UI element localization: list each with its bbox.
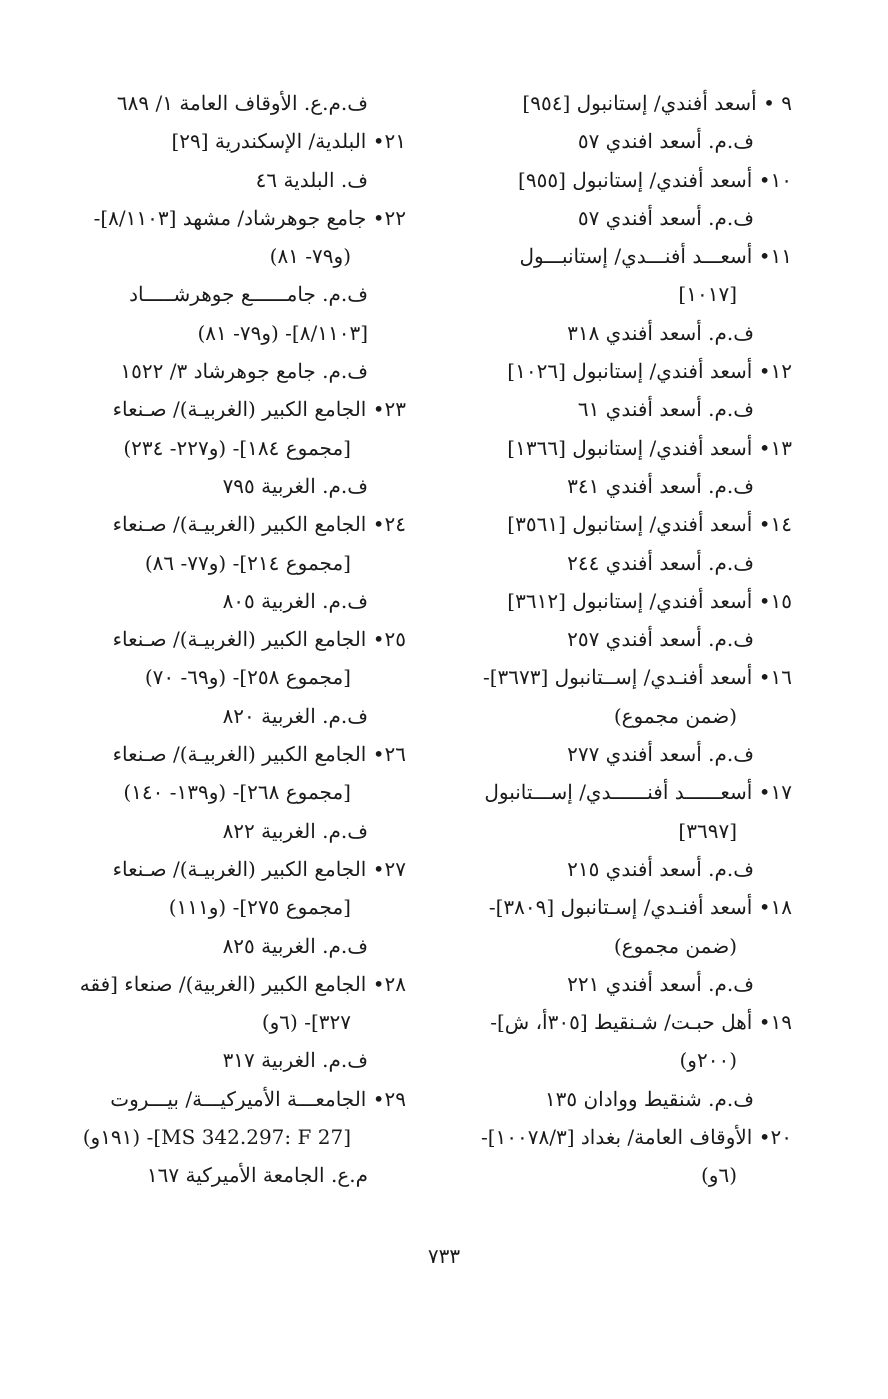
- entry-heading: ٢٨• الجامع الكبير (الغربية)/ صنعاء [فقه: [79, 971, 406, 996]
- catalog-entry: [70, 735, 406, 850]
- entry-continuation: [مجموع ٢٦٨]- (و١٣٩- ١٤٠): [123, 780, 351, 805]
- catalog-entry: [70, 850, 406, 965]
- entry-heading: ٢٠• الأوقاف العامة/ بغداد [١٠٠٧٨/٣]-: [480, 1125, 792, 1150]
- entry-heading: ١٨• أسعد أفنـدي/ إسـتانبول [٣٨٠٩]-: [488, 895, 792, 920]
- entry-heading: ١٦• أسعد أفنـدي/ إســتانبول [٣٦٧٣]-: [482, 665, 792, 690]
- entry-continuation: (ضمن مجموع): [613, 703, 737, 728]
- entry-reference: ف.م. جامــــــع جوهرشـــــاد: [129, 282, 368, 307]
- entry-heading: ١٧• أسعــــــد أفنــــــدي/ إســـتانبول: [484, 780, 792, 805]
- entry-continuation: [مجموع ١٨٤]- (و٢٢٧- ٢٣٤): [123, 435, 351, 460]
- right-column: [447, 84, 792, 1195]
- entry-heading: ٢٦• الجامع الكبير (الغربيـة)/ صـنعاء: [112, 742, 406, 767]
- entry-continuation: [مجموع ٢٥٨]- (و٦٩- ٧٠): [144, 665, 351, 690]
- entry-reference: م.ع. الجامعة الأميركية ١٦٧: [146, 1163, 368, 1188]
- entry-reference: ف.م. أسعد أفندي ٢٧٧: [567, 742, 754, 767]
- entry-heading: ١٤• أسعد أفندي/ إستانبول [٣٥٦١]: [507, 512, 792, 537]
- entry-reference-continuation: [٨/١١٠٣]- (و٧٩- ٨١): [197, 320, 368, 345]
- entry-reference: ف.م. شنقيط ووادان ١٣٥: [544, 1086, 754, 1111]
- entry-heading: ٩ • أسعد أفندي/ إستانبول [٩٥٤]: [522, 91, 792, 115]
- catalog-entry: [447, 658, 792, 773]
- catalog-entry: [447, 237, 792, 352]
- entry-reference: ف.م. الغربية ٨٢٠: [222, 703, 368, 728]
- entry-heading: ١١• أسعـــد أفنـــدي/ إستانبـــول: [519, 244, 792, 269]
- catalog-entry: [70, 1080, 406, 1195]
- catalog-entry: [447, 161, 792, 238]
- entry-continuation: [MS 342.297: F 27]- (١٩١و): [82, 1125, 351, 1150]
- catalog-entry: [447, 352, 792, 429]
- entry-reference: ف.م. الغربية ٣١٧: [222, 1048, 368, 1073]
- catalog-entry: [447, 84, 792, 161]
- entry-reference: ف.م. أسعد أفندي ٣١٨: [567, 320, 754, 345]
- entry-reference: ف.م. أسعد أفندي ٦١: [577, 397, 754, 422]
- catalog-entry: [447, 888, 792, 1003]
- entry-heading: ٢٥• الجامع الكبير (الغربيـة)/ صـنعاء: [112, 627, 406, 652]
- entry-heading: ٢٤• الجامع الكبير (الغربيـة)/ صـنعاء: [112, 512, 406, 537]
- page-number: ٧٣٣: [427, 1244, 461, 1268]
- entry-reference: ف. البلدية ٤٦: [255, 167, 368, 192]
- catalog-entry: [447, 429, 792, 506]
- catalog-entry: [70, 199, 406, 390]
- entry-reference-continuation: ف.م. جامع جوهرشاد ٣/ ١٥٢٢: [120, 359, 368, 384]
- catalog-entry: [70, 122, 406, 199]
- entry-reference: ف.م. أسعد أفندي ٥٧: [577, 205, 754, 230]
- entry-continuation: (ضمن مجموع): [613, 933, 737, 958]
- entry-continuation: ٣٢٧]- (٦و): [261, 1010, 351, 1035]
- catalog-entry: [447, 773, 792, 888]
- entry-heading: ١٢• أسعد أفندي/ إستانبول [١٠٢٦]: [507, 359, 792, 384]
- catalog-entry: [70, 620, 406, 735]
- entry-heading: ٢١• البلدية/ الإسكندرية [٢٩]: [171, 129, 406, 154]
- catalog-entry: [70, 84, 406, 122]
- entry-reference: ف.م.ع. الأوقاف العامة ١/ ٦٨٩: [116, 91, 368, 115]
- catalog-entry: [447, 1003, 792, 1118]
- entry-reference: ف.م. أسعد افندي ٥٧: [577, 129, 754, 154]
- entry-heading: ٢٩• الجامعـــة الأميركيـــة/ بيـــروت: [110, 1086, 406, 1111]
- entry-reference: ف.م. الغربية ٧٩٥: [222, 473, 368, 498]
- entry-reference: ف.م. الغربية ٨٢٥: [222, 933, 368, 958]
- left-column: [70, 84, 406, 1195]
- entry-reference: ف.م. أسعد أفندي ٢١٥: [567, 856, 754, 881]
- catalog-entry: [447, 582, 792, 659]
- entry-reference: ف.م. أسعد أفندي ٢٢١: [567, 971, 754, 996]
- entry-reference: ف.م. أسعد أفندي ٢٥٧: [567, 627, 754, 652]
- entry-heading: ٢٣• الجامع الكبير (الغربيـة)/ صـنعاء: [112, 397, 406, 422]
- entry-reference: ف.م. أسعد أفندي ٢٤٤: [567, 550, 754, 575]
- entry-continuation: (٦و): [700, 1163, 737, 1188]
- entry-heading: ١٩• أهل حبـت/ شـنقيط [٣٠٥أ، ش]-: [490, 1010, 792, 1035]
- catalog-entry: [447, 505, 792, 582]
- entry-continuation: [مجموع ٢١٤]- (و٧٧- ٨٦): [144, 550, 351, 575]
- entry-heading: ٢٢• جامع جوهرشاد/ مشهد [٨/١١٠٣]-: [93, 205, 406, 230]
- entry-reference: ف.م. أسعد أفندي ٣٤١: [567, 473, 754, 498]
- entry-continuation: [١٠١٧]: [678, 282, 737, 307]
- catalog-entry: [70, 390, 406, 505]
- entry-heading: ١٥• أسعد أفندي/ إستانبول [٣٦١٢]: [507, 588, 792, 613]
- entry-continuation: [٣٦٩٧]: [678, 818, 737, 843]
- entry-reference: ف.م. الغربية ٨٠٥: [222, 588, 368, 613]
- entry-heading: ٢٧• الجامع الكبير (الغربيـة)/ صـنعاء: [112, 856, 406, 881]
- entry-heading: ١٠• أسعد أفندي/ إستانبول [٩٥٥]: [518, 167, 792, 192]
- entry-continuation: (و٧٩- ٨١): [269, 244, 351, 269]
- catalog-entry: [70, 505, 406, 620]
- entry-reference: ف.م. الغربية ٨٢٢: [222, 818, 368, 843]
- catalog-entry: [70, 965, 406, 1080]
- entry-heading: ١٣• أسعد أفندي/ إستانبول [١٣٦٦]: [507, 435, 792, 460]
- entry-continuation: (٢٠٠و): [679, 1048, 737, 1073]
- entry-continuation: [مجموع ٢٧٥]- (و١١١): [168, 895, 351, 920]
- catalog-entry: [447, 1118, 792, 1195]
